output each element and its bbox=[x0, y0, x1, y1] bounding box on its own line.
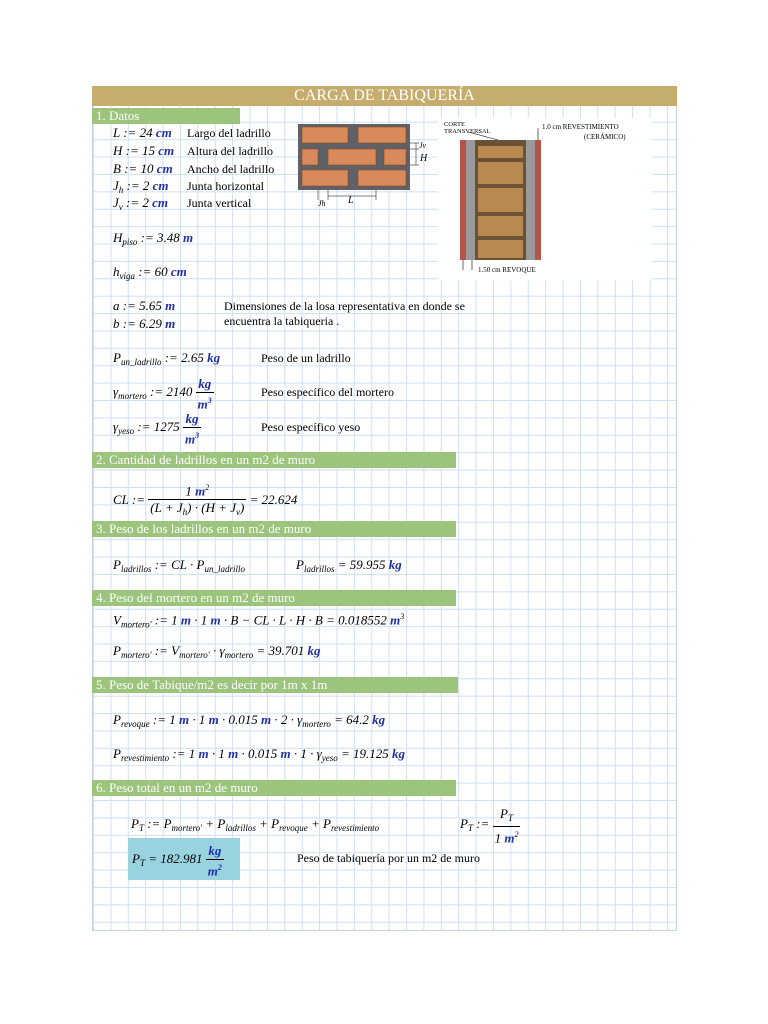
formula-CL: CL := $\frac{1 m^2}{(L + J_h) \cdot (H + J_v)}$ = 22.624 bbox=[113, 480, 297, 520]
var-hviga: $h_{viga}$ := 60 cm bbox=[113, 264, 187, 281]
var-L: L := 24 cm bbox=[113, 125, 172, 140]
var-H: H := 15 cm bbox=[113, 143, 175, 158]
label-transversal: TRANSVERSAL bbox=[444, 128, 491, 135]
desc-L: Largo del ladrillo bbox=[187, 126, 271, 140]
brick-row bbox=[478, 146, 523, 158]
label-H: H bbox=[420, 153, 428, 164]
desc-losa-1: Dimensiones de la losa representativa en donde se bbox=[224, 299, 465, 313]
section-header-datos: 1. Datos bbox=[92, 108, 240, 124]
brick bbox=[384, 149, 406, 165]
formula-Pladrillos: $P_{ladrillos}$ := CL · $P_{un\_ladrillo}$ bbox=[113, 557, 245, 574]
desc-gmortero: Peso específico del mortero bbox=[261, 385, 394, 399]
formula-Pmortero: $P_{mortero'}$ := $V_{mortero'} \cdot \gamma_{mortero} = 39.701$ kg bbox=[113, 643, 321, 660]
desc-Jh: Junta horizontal bbox=[187, 179, 264, 193]
desc-PT: Peso de tabiquería por un m2 de muro bbox=[297, 851, 480, 865]
section-header-peso-tabique: 5. Peso de Tabique/m2 es decir por 1m x 1m bbox=[92, 677, 458, 693]
label-revoque: 1.50 cm REVOQUE bbox=[478, 266, 536, 274]
label-corte: CORTE bbox=[444, 121, 465, 128]
desc-gyeso: Peso específico yeso bbox=[261, 420, 361, 434]
brick bbox=[302, 149, 318, 165]
formula-PT-per-area: $P_T$ := $\frac{P_T}{1 m^2}$ bbox=[460, 806, 519, 846]
desc-Plad: Peso de un ladrillo bbox=[261, 351, 351, 365]
var-Jh: $J_h$ := 2 cm bbox=[113, 178, 169, 195]
brick-row bbox=[478, 216, 523, 236]
wall-cross-section-sketch bbox=[438, 118, 652, 280]
formula-Vmortero: $V_{mortero'}$ := 1 m · 1 m · B − CL · L · H · B = 0.018552 $m^3$ bbox=[113, 612, 405, 630]
plaster-layer-right bbox=[526, 140, 535, 260]
var-Hpiso: $H_{piso}$ := 3.48 m bbox=[113, 230, 194, 247]
brick bbox=[328, 149, 376, 165]
var-gmortero: $\gamma_{mortero}$ := 2140 $\frac{kg}{m^3}$ bbox=[113, 376, 212, 412]
brick bbox=[302, 127, 348, 143]
plaster-layer-left bbox=[466, 140, 475, 260]
page-title: CARGA DE TABIQUERÍA bbox=[92, 86, 677, 106]
section-header-cantidad: 2. Cantidad de ladrillos en un m2 de muro bbox=[92, 452, 456, 468]
var-Plad: $P_{un\_ladrillo}$ := 2.65 kg bbox=[113, 350, 221, 367]
section-header-peso-total: 6. Peso total en un m2 de muro bbox=[92, 780, 456, 796]
ceramic-layer-left bbox=[460, 140, 466, 260]
var-a: a := 5.65 m bbox=[113, 298, 176, 313]
brick-pattern-diagram bbox=[298, 122, 434, 208]
result-Pladrillos: $P_{ladrillos} = 59.955$ kg bbox=[296, 557, 402, 574]
formula-PT-sum: $P_T$ := $P_{mortero'} + P_{ladrillos} + P_{revoque} + P_{revestimiento}$ bbox=[131, 816, 380, 833]
brick bbox=[358, 127, 406, 143]
var-b: b := 6.29 m bbox=[113, 316, 176, 331]
section-header-peso-mortero: 4. Peso del mortero en un m2 de muro bbox=[92, 590, 456, 606]
ceramic-layer-right bbox=[535, 140, 541, 260]
result-PT: $P_T = 182.981$ $\frac{kg}{m^2}$ bbox=[132, 843, 222, 879]
var-gyeso: $\gamma_{yeso}$ := 1275 $\frac{kg}{m^3}$ bbox=[113, 411, 200, 447]
label-ceramico: (CERÁMICO) bbox=[584, 133, 626, 141]
var-B: B := 10 cm bbox=[113, 161, 173, 176]
label-revestimiento: 1.0 cm REVESTIMIENTO bbox=[542, 123, 619, 131]
section-header-peso-ladrillos: 3. Peso de los ladrillos en un m2 de muro bbox=[92, 521, 456, 537]
desc-losa-2: encuentra la tabiqueria . bbox=[224, 314, 340, 328]
label-Jh: Jh bbox=[318, 199, 326, 208]
formula-Prevestimiento: $P_{revestimiento}$ := 1 m · 1 m · 0.015 $m \cdot 1 \cdot \gamma_{yeso} = 19.125$ kg bbox=[113, 746, 405, 763]
brick-row bbox=[478, 162, 523, 184]
label-Jv: Jv bbox=[419, 141, 427, 150]
desc-H: Altura del ladrillo bbox=[187, 144, 273, 158]
formula-Prevoque: $P_{revoque}$ := 1 m · 1 m · 0.015 $m \cdot 2 \cdot \gamma_{mortero} = 64.2$ kg bbox=[113, 712, 386, 729]
desc-B: Ancho del ladrillo bbox=[187, 162, 275, 176]
brick bbox=[302, 170, 348, 186]
brick bbox=[358, 170, 406, 186]
desc-Jv: Junta vertical bbox=[187, 196, 252, 210]
var-Jv: $J_v$ := 2 cm bbox=[113, 195, 169, 212]
brick-row bbox=[478, 188, 523, 212]
label-L: L bbox=[348, 195, 354, 206]
brick-row bbox=[478, 240, 523, 258]
